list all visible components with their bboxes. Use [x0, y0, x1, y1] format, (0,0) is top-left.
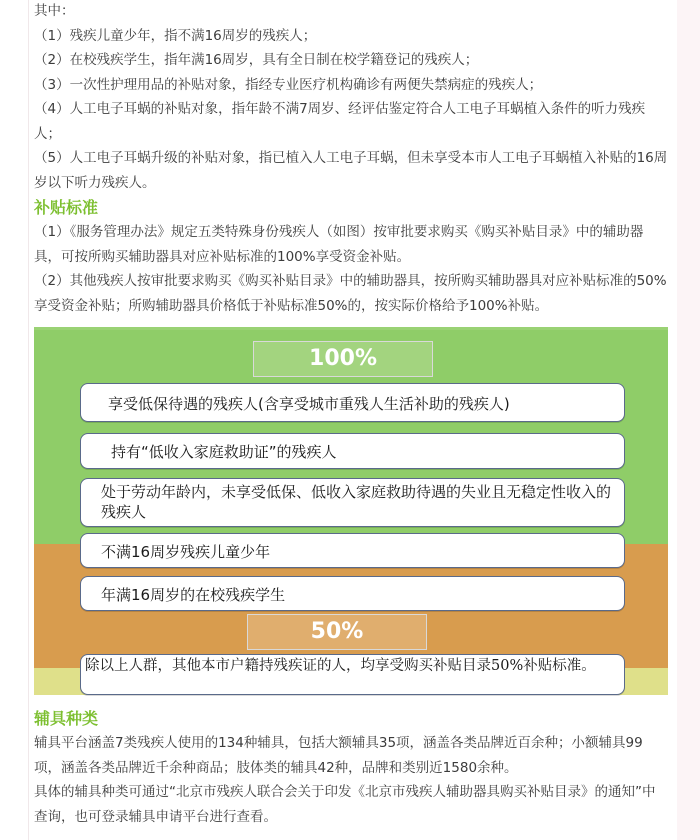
intro-item: （3）一次性护理用品的补贴对象，指经专业医疗机构确诊有两便失禁病症的残疾人； — [34, 76, 543, 93]
group-box — [80, 478, 625, 527]
devices-paragraph: 辅具平台涵盖7类残疾人使用的134种辅具，包括大额辅具35项，涵盖各类品牌近百余种；小额辅具99项，涵盖各类品牌近千余种商品；肢体类的辅具42种，品牌和类别近1580余种。 — [34, 735, 643, 776]
group-box — [80, 576, 625, 611]
article-body — [34, 0, 668, 829]
intro-item: （2）在校残疾学生，指年满16周岁，具有全日制在校学籍登记的残疾人； — [34, 52, 479, 68]
others-label: 除以上人群，其他本市户籍持残疾证的人，均享受购买补贴目录50%补贴标准。 — [85, 658, 596, 674]
group-label: 不满16周岁残疾儿童少年 — [101, 543, 271, 561]
others-box — [80, 654, 625, 695]
subsidy-paragraph: （1）《服务管理办法》规定五类特殊身份残疾人（如图）按审批要求购买《购买补贴目录》中的辅助器具，可按所购买辅助器具对应补贴标准的100%享受资金补贴。 — [34, 224, 644, 265]
group-label: 持有“低收入家庭救助证”的残疾人 — [111, 443, 337, 461]
group-label: 年满16周岁的在校残疾学生 — [101, 586, 286, 604]
left-margin — [0, 0, 29, 840]
subsidy-diagram — [34, 327, 668, 695]
subsidy-paragraph: （2）其他残疾人按审批要求购买《购买补贴目录》中的辅助器具，按所购买辅助器具对应补贴标准的50%享受资金补贴；所购辅助器具价格低于补贴标准50%的，按实际价格给予100%补贴。 — [34, 273, 667, 314]
group-box — [80, 433, 625, 469]
group-box — [80, 533, 625, 568]
devices-heading: 辅具种类 — [34, 709, 99, 728]
group-label: 享受低保待遇的残疾人(含享受城市重残人生活补助的残疾人) — [108, 395, 510, 413]
intro-item: （5）人工电子耳蜗升级的补贴对象，指已植入人工电子耳蜗，但未享受本市人工电子耳蜗植入补贴的16周岁以下听力残疾人。 — [34, 150, 668, 191]
subsidy-heading: 补贴标准 — [34, 198, 99, 217]
intro-item: （4）人工电子耳蜗的补贴对象，指年龄不满7周岁、经评估鉴定符合人工电子耳蜗植入条件的听力残疾人； — [34, 101, 646, 142]
intro-lead: 其中： — [34, 3, 75, 19]
right-margin — [677, 0, 700, 840]
group-label: 处于劳动年龄内，未享受低保、低收入家庭救助待遇的失业且无稳定性收入的残疾人 — [101, 483, 612, 521]
pct-100-label: 100% — [253, 341, 433, 377]
group-box — [80, 383, 625, 422]
devices-paragraph: 具体的辅具种类可通过“北京市残疾人联合会关于印发《北京市残疾人辅助器具购买补贴目录》的通知”中查询，也可登录辅具申请平台进行查看。 — [34, 784, 656, 825]
intro-item: （1）残疾儿童少年，指不满16周岁的残疾人； — [34, 27, 317, 44]
pct-50-label: 50% — [247, 614, 427, 650]
